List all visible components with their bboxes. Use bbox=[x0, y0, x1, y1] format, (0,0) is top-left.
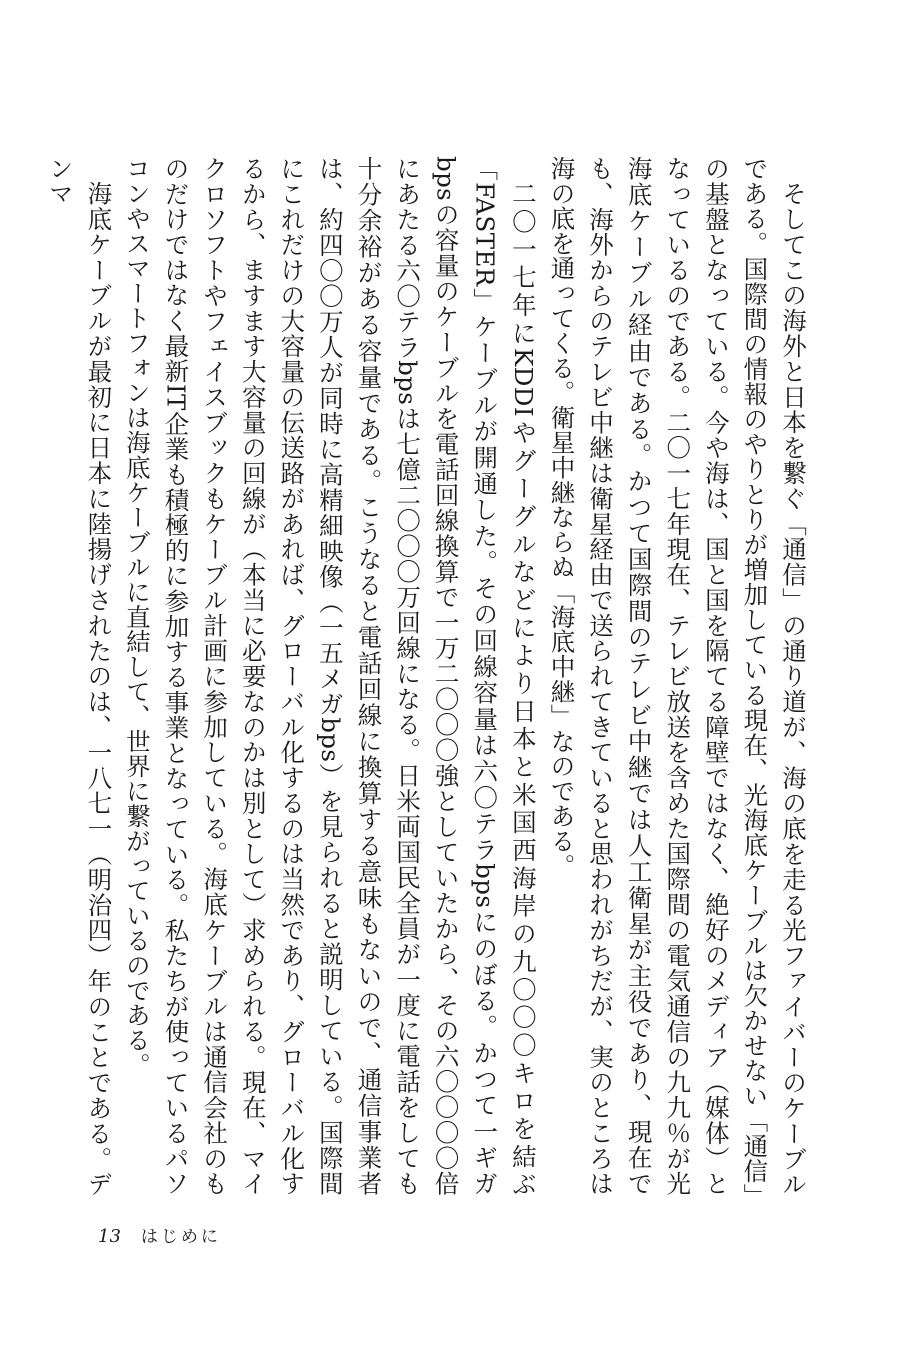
vertical-body-text bbox=[45, 156, 812, 1196]
paragraph-first-landing: 海底ケーブルが最初に日本に陸揚げされたのは、一八七一（明治四）年のことである。デンマ bbox=[45, 156, 114, 1196]
paragraph-faster-cable: 二〇一七年にKDDIやグーグルなどにより日本と米国西海岸の九〇〇〇キロを結ぶ「FASTER」ケーブルが開通した。その回線容量は六〇テラbpsにのぼる。かつて一ギガbpsの容量のケーブルを電話回線換算で一万二〇〇〇強としていたから、その六〇〇〇〇倍にあたる六〇テラbpsは七億二〇〇〇万回線になる。日米両国民全員が一度に電話をしても十分余裕がある容量である。こうなると電話回線に換算する意味もないので、通信事業者は、約四〇〇万人が同時に高精細映像（一五メガbps）を見られると説明している。国際間にこれだけの大容量の伝送路があれば、グローバル化するのは当然であり、グローバル化するから、ますます大容量の回線が（本当に必要なのかは別として）求められる。現在、マイクロソフトやフェイスブックもケーブル計画に参加している。海底ケーブルは通信会社のものだけではなく最新IT企業も積極的に参加する事業となっている。私たちが使っているパソコンやスマートフォンは海底ケーブルに直結して、世界に繋がっているのである。 bbox=[122, 156, 538, 1196]
page-footer bbox=[98, 1222, 221, 1247]
running-head: はじめに bbox=[140, 1227, 221, 1247]
paragraph-submarine-cable-intro: そしてこの海外と日本を繋ぐ「通信」の通り道が、海の底を走る光ファイバーのケーブルである。国際間の情報のやりとりが増加している現在、光海底ケーブルは欠かせない「通信」の基盤となっている。今や海は、国と国を隔てる障壁ではなく、絶好のメディア（媒体）となっているのである。二〇一七年現在、テレビ放送を含めた国際間の電気通信の九九％が光海底ケーブル経由である。かつて国際間のテレビ中継では人工衛星が主役であり、現在でも、海外からのテレビ中継は衛星経由で送られてきていると思われがちだが、実のところは海の底を通ってくる。衛星中継ならぬ「海底中継」なのである。 bbox=[547, 156, 808, 1196]
page-number: 13 bbox=[98, 1226, 121, 1247]
